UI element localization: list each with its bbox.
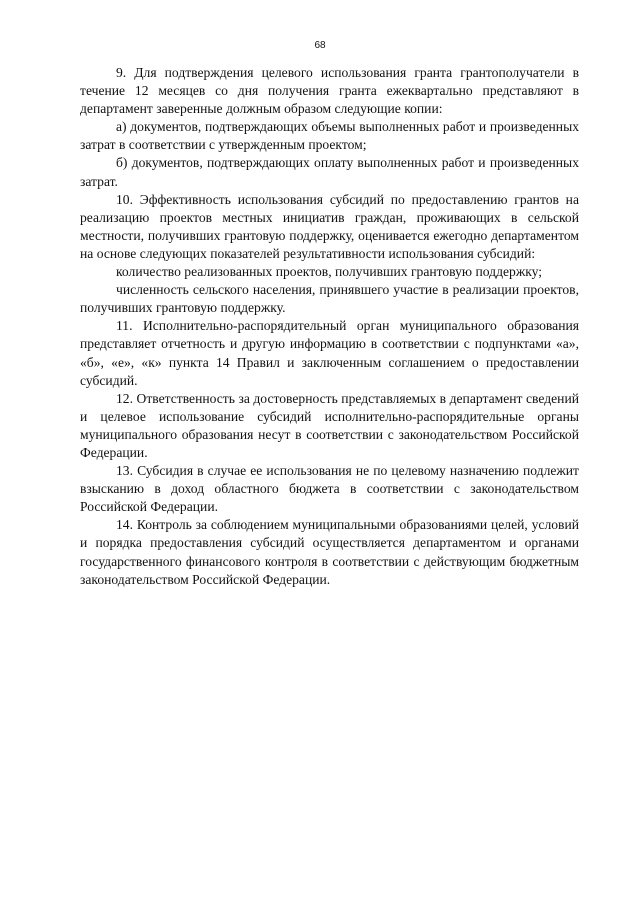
document-body: [80, 64, 579, 589]
paragraph-13: 13. Субсидия в случае ее использования не по целевому назначению подлежит взысканию в доход областного бюджета в соответствии с законодательством Российской Федерации.: [80, 463, 579, 515]
page-number: 68: [314, 40, 326, 51]
paragraph-14: 14. Контроль за соблюдением муниципальными образованиями целей, условий и порядка предоставления субсидий осуществляется департаментом и органами государственного финансового контроля в соответствии с действующим бюджетным законодательством Российской Федерации.: [80, 517, 579, 587]
paragraph-10-indicator-2: численность сельского населения, принявшего участие в реализации проектов, получивших грантовую поддержку.: [80, 282, 579, 316]
paragraph-12: 12. Ответственность за достоверность представляемых в департамент сведений и целевое использование субсидий исполнительно-распорядительные органы муниципального образования несут в соответствии с законодательством Российской Федерации.: [80, 390, 579, 460]
paragraph-10: 10. Эффективность использования субсидий по предоставлению грантов на реализацию проектов местных инициатив граждан, проживающих в сельской местности, получивших грантовую поддержку, оценивается ежегодно департаментом на основе следующих показателей результативности использования субсидий:: [80, 191, 579, 261]
paragraph-9b: б) документов, подтверждающих оплату выполненных работ и произведенных затрат.: [80, 155, 579, 189]
paragraph-9: 9. Для подтверждения целевого использования гранта грантополучатели в течение 12 месяцев со дня получения гранта ежеквартально представляют в департамент заверенные должным образом следующие копии:: [80, 65, 579, 117]
paragraph-9a: а) документов, подтверждающих объемы выполненных работ и произведенных затрат в соответствии с утвержденным проектом;: [80, 119, 579, 153]
paragraph-10-indicator-1: количество реализованных проектов, получивших грантовую поддержку;: [116, 264, 543, 280]
paragraph-11: 11. Исполнительно-распорядительный орган муниципального образования представляет отчетность и другую информацию в соответствии с подпунктами «а», «б», «е», «к» пункта 14 Правил и заключенным соглашением о предоставлении субсидий.: [80, 318, 579, 388]
